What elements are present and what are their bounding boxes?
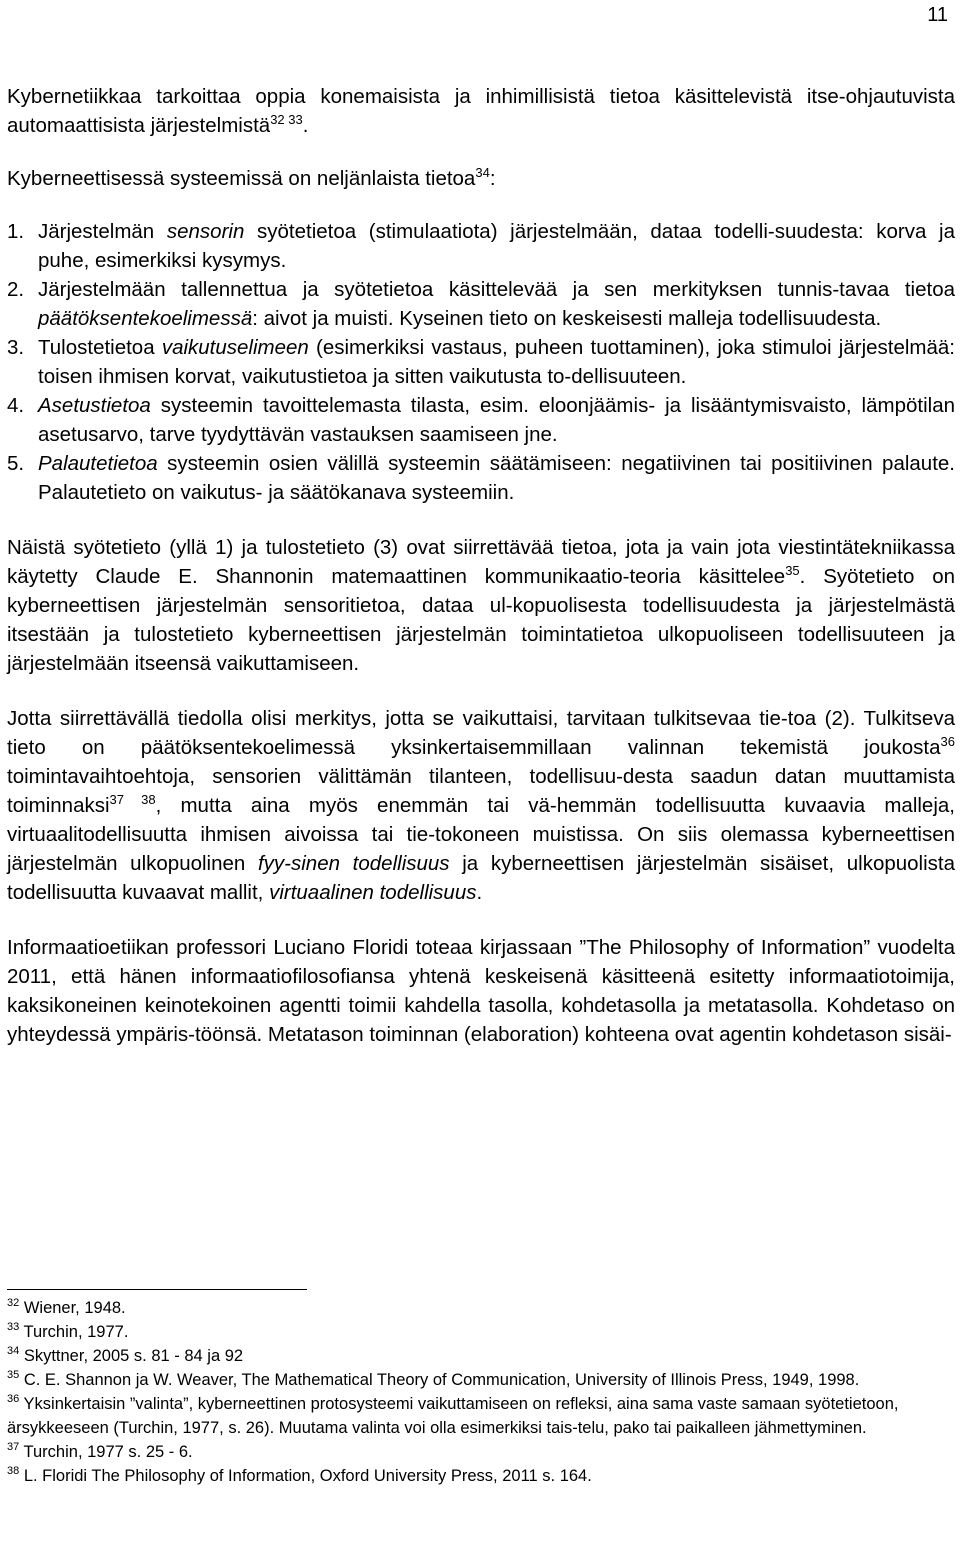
list-number: 1. [7,220,25,243]
footnote-number: 33 [7,1321,20,1333]
footnote-ref[interactable]: 35 [785,563,800,578]
footnote-ref[interactable]: 32 33 [270,112,303,127]
list-item: 2. Järjestelmään tallennettua ja syötetietoa käsittelevää ja sen merkityksen tunnis-tavaa tietoa päätöksentekoelimessä: aivot ja muisti. Kyseinen tieto on keskeisesti malleja todellisuudesta. [7,275,955,333]
footnote: $^{34}$ Skyttner, 2005 s. 81 - 84 ja 92 [7,1345,244,1365]
list-number: 4. [7,394,25,417]
footnote-ref[interactable]: 34 [475,165,490,180]
page-number: 11 [927,4,948,26]
list-number: 3. [7,336,25,359]
list-heading: Kyberneettisessä systeemissä on neljänlaista tietoa$^{34}$: [7,165,496,190]
list-item: 4. Asetustietoa systeemin tavoittelemasta tilasta, esim. eloonjäämis- ja lisääntymisvaisto, lämpötilan asetusarvo, tarve tyydyttävän vastauksen saamiseen jne. [7,391,955,449]
italic-term: virtuaalinen todellisuus [269,881,477,904]
body-text [7,82,955,1049]
italic-term: fyy-sinen todellisuus [257,852,450,875]
list-item: 1. Järjestelmän sensorin syötetietoa (stimulaatiota) järjestelmään, dataa todelli-suudesta: korva ja puhe, esimerkiksi kysymys. [7,217,955,275]
list-term: Palautetietoa [38,452,158,475]
footnote: $^{33}$ Turchin, 1977. [7,1321,129,1341]
footnote: $^{36}$ Yksinkertaisin ”valinta”, kyberneettinen protosysteemi vaikuttamiseen on refleksi, aina sama vaste samaan syötetietoon, ärsykkeeseen (Turchin, 1977, s. 26). Muutama valinta voi olla esimerkiksi tais-telu, pako tai paikalleen jähmettyminen. [7,1393,899,1437]
interpretive-paragraph: Jotta siirrettävällä tiedolla olisi merkitys, jotta se vaikuttaisi, tarvitaan tulkitsevaa tie-toa (2). Tulkitseva tieto on päätöksentekoelimessä yksinkertaisemmillaan valinnan tekemistä joukosta$^{36}$ toimintavaihtoehtoja, sensorien välittämän tilanteen, todellisuu-desta saadun datan muuttamista toiminnaksi$^{37 38}$, mutta aina myös enemmän tai vä-hemmän todellisuutta kuvaavia malleja, virtuaalitodellisuutta ihmisen aivoissa tai tie-tokoneen muistissa. On siis olemassa kyberneettisen järjestelmän ulkopuolinen fyy-sinen todellisuus ja kyberneettisen järjestelmän sisäiset, ulkopuolista todellisuutta kuvaavat mallit, virtuaalinen todellisuus. [7,707,955,904]
shannon-paragraph: Näistä syötetieto (yllä 1) ja tulostetieto (3) ovat siirrettävää tietoa, jota ja vain jota viestintätekniikassa käytetty Claude E. Shannonin matemaattinen kommunikaatio-teoria käsittelee$^{35}$. Syötetieto on kyberneettisen järjestelmän sensoritietoa, dataa ul-kopuolisesta todellisuudesta ja järjestelmästä itsestään ja tulostetieto kyberneettisen järjestelmän toimintatietoa ulkopuoliseen todellisuuteen ja järjestelmään itseensä vaikuttamiseen. [7,536,956,675]
footnote-number: 37 [7,1441,20,1453]
list-item: 5. Palautetietoa systeemin osien välillä systeemin säätämiseen: negatiivinen tai positiivinen palaute. Palautetieto on vaikutus- ja säätökanava systeemiin. [7,449,955,507]
footnote: $^{38}$ L. Floridi The Philosophy of Information, Oxford University Press, 2011 s. 164. [7,1465,592,1485]
list-item: 3. Tulostetietoa vaikutuselimeen (esimerkiksi vastaus, puheen tuottaminen), joka stimuloi järjestelmää: toisen ihmisen korvat, vaikutustietoa ja sitten vaikutusta to-dellisuuteen. [7,333,955,391]
footnote-number: 32 [7,1297,20,1309]
list-term: sensorin [166,220,245,243]
list-number: 5. [7,452,25,475]
footnote: $^{35}$ C. E. Shannon ja W. Weaver, The Mathematical Theory of Communication, University of Illinois Press, 1949, 1998. [7,1369,860,1389]
footnote-number: 35 [7,1369,20,1381]
list-term: Asetustietoa [38,394,151,417]
intro-paragraph: Kybernetiikkaa tarkoittaa oppia konemaisista ja inhimillisistä tietoa käsittelevistä itse-ohjautuvista automaattisista järjestelmistä$^{32 33}$. [7,85,955,137]
information-types-list [7,217,955,507]
footnote: $^{32}$ Wiener, 1948. [7,1297,126,1317]
list-number: 2. [7,278,25,301]
floridi-paragraph: Informaatioetiikan professori Luciano Floridi toteaa kirjassaan ”The Philosophy of Information” vuodelta 2011, että hänen informaatiofilosofiansa yhtenä keskeisenä käsitteenä esitetty informaatiotoimija, kaksikoneinen keinotekoinen agentti toimii kahdella tasolla, kohdetasolla ja metatasolla. Kohdetaso on yhteydessä ympäris-töönsä. Metatason toiminnan (elaboration) kohteena ovat agentin kohdetason sisäi- [7,936,955,1046]
footnote-ref[interactable]: 37 38 [109,792,156,807]
footnote-number: 34 [7,1345,20,1357]
footnote-number: 38 [7,1465,20,1477]
footnote-ref[interactable]: 36 [940,734,955,749]
list-term: päätöksentekoelimessä [38,307,253,330]
footnotes [7,1296,947,1488]
footnote-separator [7,1289,307,1290]
list-term: vaikutuselimeen [161,336,309,359]
intro-text: Kybernetiikkaa tarkoittaa oppia konemaisista ja inhimillisistä tietoa käsittelevistä itse-ohjautuvista automaattisista järjestelmistä [7,85,955,137]
footnote-number: 36 [7,1393,20,1405]
footnote: $^{37}$ Turchin, 1977 s. 25 - 6. [7,1441,193,1461]
